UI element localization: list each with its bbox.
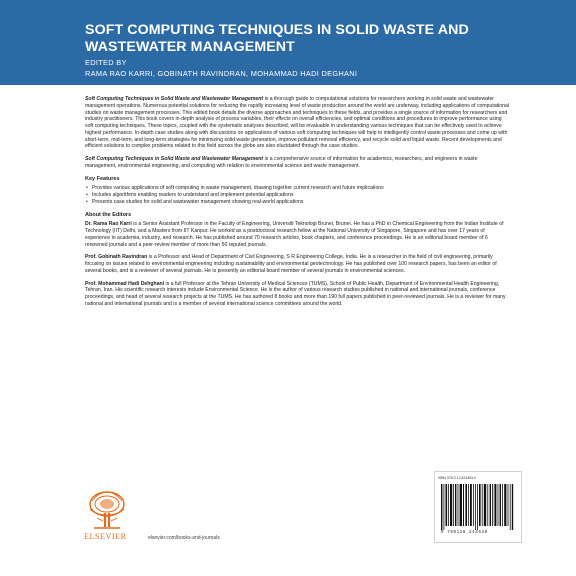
edited-by-label: EDITED BY bbox=[85, 58, 127, 67]
editor-bio-name: Prof. Mohammad Hadi Dehghani bbox=[85, 280, 165, 287]
barcode-digits: 9 780128 244630 bbox=[441, 531, 488, 535]
book-title: SOFT COMPUTING TECHNIQUES IN SOLID WASTE AND WASTEWATER MANAGEMENT bbox=[85, 22, 469, 55]
isbn-barcode-block bbox=[434, 471, 522, 543]
title-banner bbox=[0, 0, 576, 85]
editor-bio-name: Prof. Gobinath Ravindran bbox=[85, 254, 148, 261]
intro-text-1: is a thorough guide to computational solutions for researchers working in solid waste and wastewater management operations. Numerous potential solutions for reducing the rapidly increasing level of waste production around the world are underway, including applications of computational studies on waste management processes. This edited book details the diverse approaches and techniques in these fields, and provides a single source of information for researchers and industry practitioners. This book covers in-depth analysis of process variables, their effects on overall efficiencies, and optimal conditions and procedures to improve performance using soft computing techniques. These topics, coupled with the systematic analyses described, will be invaluable in understanding various techniques that can be effectively used to achieve highest performance. In-depth case studies along with discussions on applications of various soft computing techniques will help to intelligently control waste processes and come up with short-term, mid-term, and long-term strategies for minimizing solid waste generation, improve pollutant removal efficiency, and recycle solid and liquid waste. Recent developments and efficient solutions to complex problems related to this field across the globe are also elucidated through the case studies. bbox=[85, 96, 509, 150]
feature-item: • Includes algorithms enabling readers to understand and implement potential applications bbox=[85, 192, 510, 199]
about-editors-heading: About the Editors bbox=[85, 211, 132, 218]
barcode-icon bbox=[441, 484, 515, 530]
publisher-url[interactable]: elsevier.com/books-and-journals bbox=[148, 535, 220, 541]
editor-bio-text: is a full Professor at the Tehran University of Medical Sciences (TUMS), School of Public Health, Department of Environmental Health Engineering, Tehran, Iran. His scientific research interests include Environmental Science. He is the author of various research studies published in national and international journals, conference proceedings, and head of several research projects at the TUMS. He has authored 8 books and more than 190 full papers published in peer-reviewed journals. He is a reviewer for many national and international journals and is a member of several international science committees around the world. bbox=[85, 280, 506, 307]
feature-item: • Provides various applications of soft computing in waste management, drawing together current research and future implications bbox=[85, 185, 510, 192]
isbn-label: ISBN 978-0-12-824463-0 bbox=[438, 476, 476, 480]
editor-bio bbox=[85, 221, 510, 248]
editor-bio-name: Dr. Rama Rao Karri bbox=[85, 221, 132, 228]
elsevier-tree-logo-icon bbox=[84, 487, 130, 531]
intro-paragraph-1 bbox=[85, 96, 510, 150]
key-features-list bbox=[85, 185, 510, 205]
description-body bbox=[85, 96, 510, 314]
key-features-heading: Key Features bbox=[85, 175, 120, 182]
editor-bio-text: is a Senior Assistant Professor in the Faculty of Engineering, Universiti Teknologi Brunei, Brunei. He has a PhD in Chemical Engineering from the Indian Institute of Technology (IIT) Delhi, and a Masters from IIT Kanpur. He worked as a postdoctoral research fellow at the National University of Singapore, Singapore and has over 17 years of experience in academia, industry, and research. He has published around 70 research articles, book chapters, and conference proceedings. He is an editorial board member of 6 renowned journals and a peer-review member of more than 50 reputed journals. bbox=[85, 221, 504, 248]
editor-names: RAMA RAO KARRI, GOBINATH RAVINDRAN, MOHAMMAD HADI DEGHANI bbox=[85, 69, 358, 78]
publisher-name: ELSEVIER bbox=[84, 532, 127, 541]
editor-bio bbox=[85, 254, 510, 274]
intro-text-2: is a comprehensive source of information for academics, researchers, and engineers in waste management, environmental engineering, and computing with relation to environmental science and waste management. bbox=[85, 156, 478, 169]
intro-title-italic-2: Soft Computing Techniques in Solid Waste and Wastewater Management bbox=[85, 156, 264, 162]
editor-bio-text: is a Professor and Head of Department of Civil Engineering, S R Engineering College, India. He is a researcher in the field of civil engineering, primarily focusing on issues related to environmental engineering including sustainability and environmental geotechnology. He has published over 100 research papers, has been an editor of several books, and is a reviewer of several journals. He is presently an editorial board member of several journals in environmental sciences. bbox=[85, 254, 497, 274]
feature-item: • Presents case studies for solid and wastewater management showing real-world applications bbox=[85, 199, 510, 206]
intro-title-italic: Soft Computing Techniques in Solid Waste and Wastewater Management bbox=[85, 96, 264, 102]
editor-bio bbox=[85, 281, 510, 308]
intro-paragraph-2 bbox=[85, 156, 510, 170]
